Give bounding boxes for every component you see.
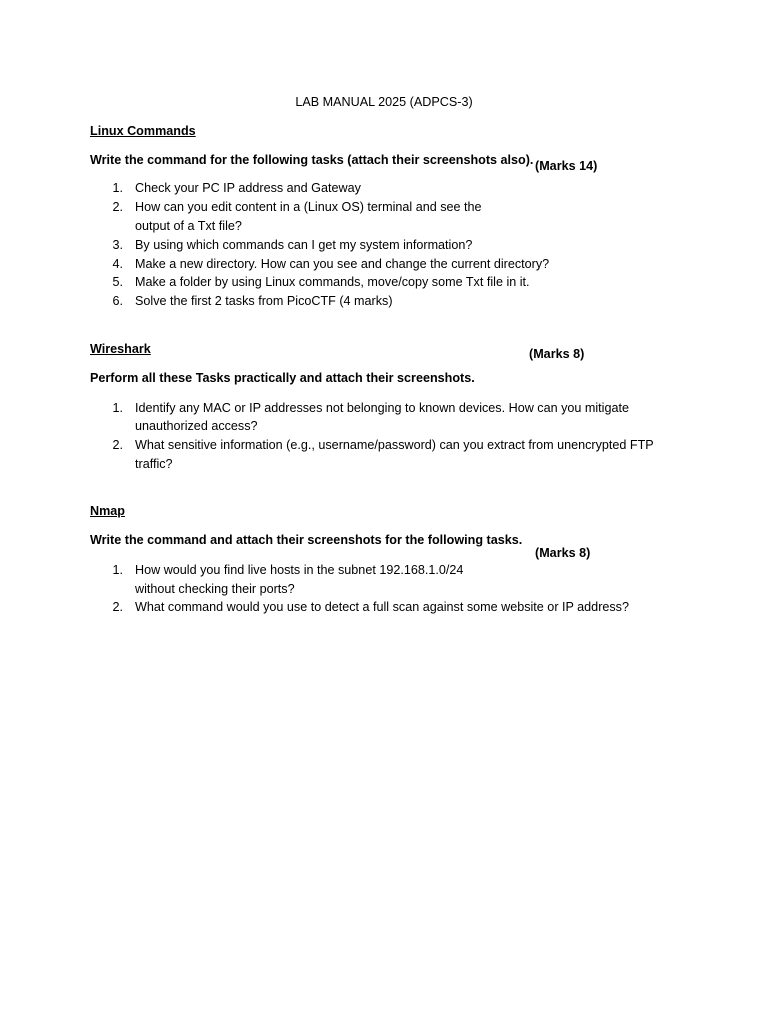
list-item-text: Make a new directory. How can you see and change the current directory? (135, 257, 550, 271)
section-heading-linux: Linux Commands (90, 124, 196, 138)
list-item-number: 3. (112, 238, 123, 252)
list-item-text: Solve the first 2 tasks from PicoCTF (4 marks) (135, 294, 393, 308)
list-item-text: Check your PC IP address and Gateway (135, 181, 361, 195)
list-item-number: 4. (112, 257, 123, 271)
section-instruction-wireshark: Perform all these Tasks practically and attach their screenshots. (90, 371, 475, 385)
list-item-number: 1. (112, 401, 123, 415)
list-item-text: Make a folder by using Linux commands, move/copy some Txt file in it. (135, 275, 530, 289)
section-instruction-nmap: Write the command and attach their screenshots for the following tasks. (90, 533, 523, 547)
section-instruction-linux: Write the command for the following tasks (attach their screenshots also). (90, 153, 534, 167)
marks-label-wireshark: (Marks 8) (529, 347, 585, 361)
section-heading-nmap: Nmap (90, 504, 125, 518)
list-item-text-continued: traffic? (135, 457, 173, 471)
list-item-text: What command would you use to detect a full scan against some website or IP address? (135, 600, 629, 614)
section-heading-wireshark: Wireshark (90, 342, 151, 356)
list-item-number: 2. (112, 600, 123, 614)
list-item-number: 1. (112, 181, 123, 195)
list-item-text-continued: output of a Txt file? (135, 219, 242, 233)
list-item-number: 2. (112, 200, 123, 214)
list-item-text: By using which commands can I get my system information? (135, 238, 473, 252)
list-item-text-continued: without checking their ports? (135, 582, 295, 596)
marks-label-nmap: (Marks 8) (535, 546, 591, 560)
marks-label-linux: (Marks 14) (535, 159, 598, 173)
list-item-number: 6. (112, 294, 123, 308)
list-item-text: How can you edit content in a (Linux OS) terminal and see the (135, 200, 482, 214)
list-item-text: How would you find live hosts in the subnet 192.168.1.0/24 (135, 563, 464, 577)
list-item-text: What sensitive information (e.g., username/password) can you extract from unencrypted FTP (135, 438, 654, 452)
list-item-number: 5. (112, 275, 123, 289)
list-item-number: 1. (112, 563, 123, 577)
list-item-text-continued: unauthorized access? (135, 419, 258, 433)
list-item-number: 2. (112, 438, 123, 452)
list-item-text: Identify any MAC or IP addresses not belonging to known devices. How can you mitigate (135, 401, 629, 415)
page-title: LAB MANUAL 2025 (ADPCS-3) (295, 95, 473, 109)
